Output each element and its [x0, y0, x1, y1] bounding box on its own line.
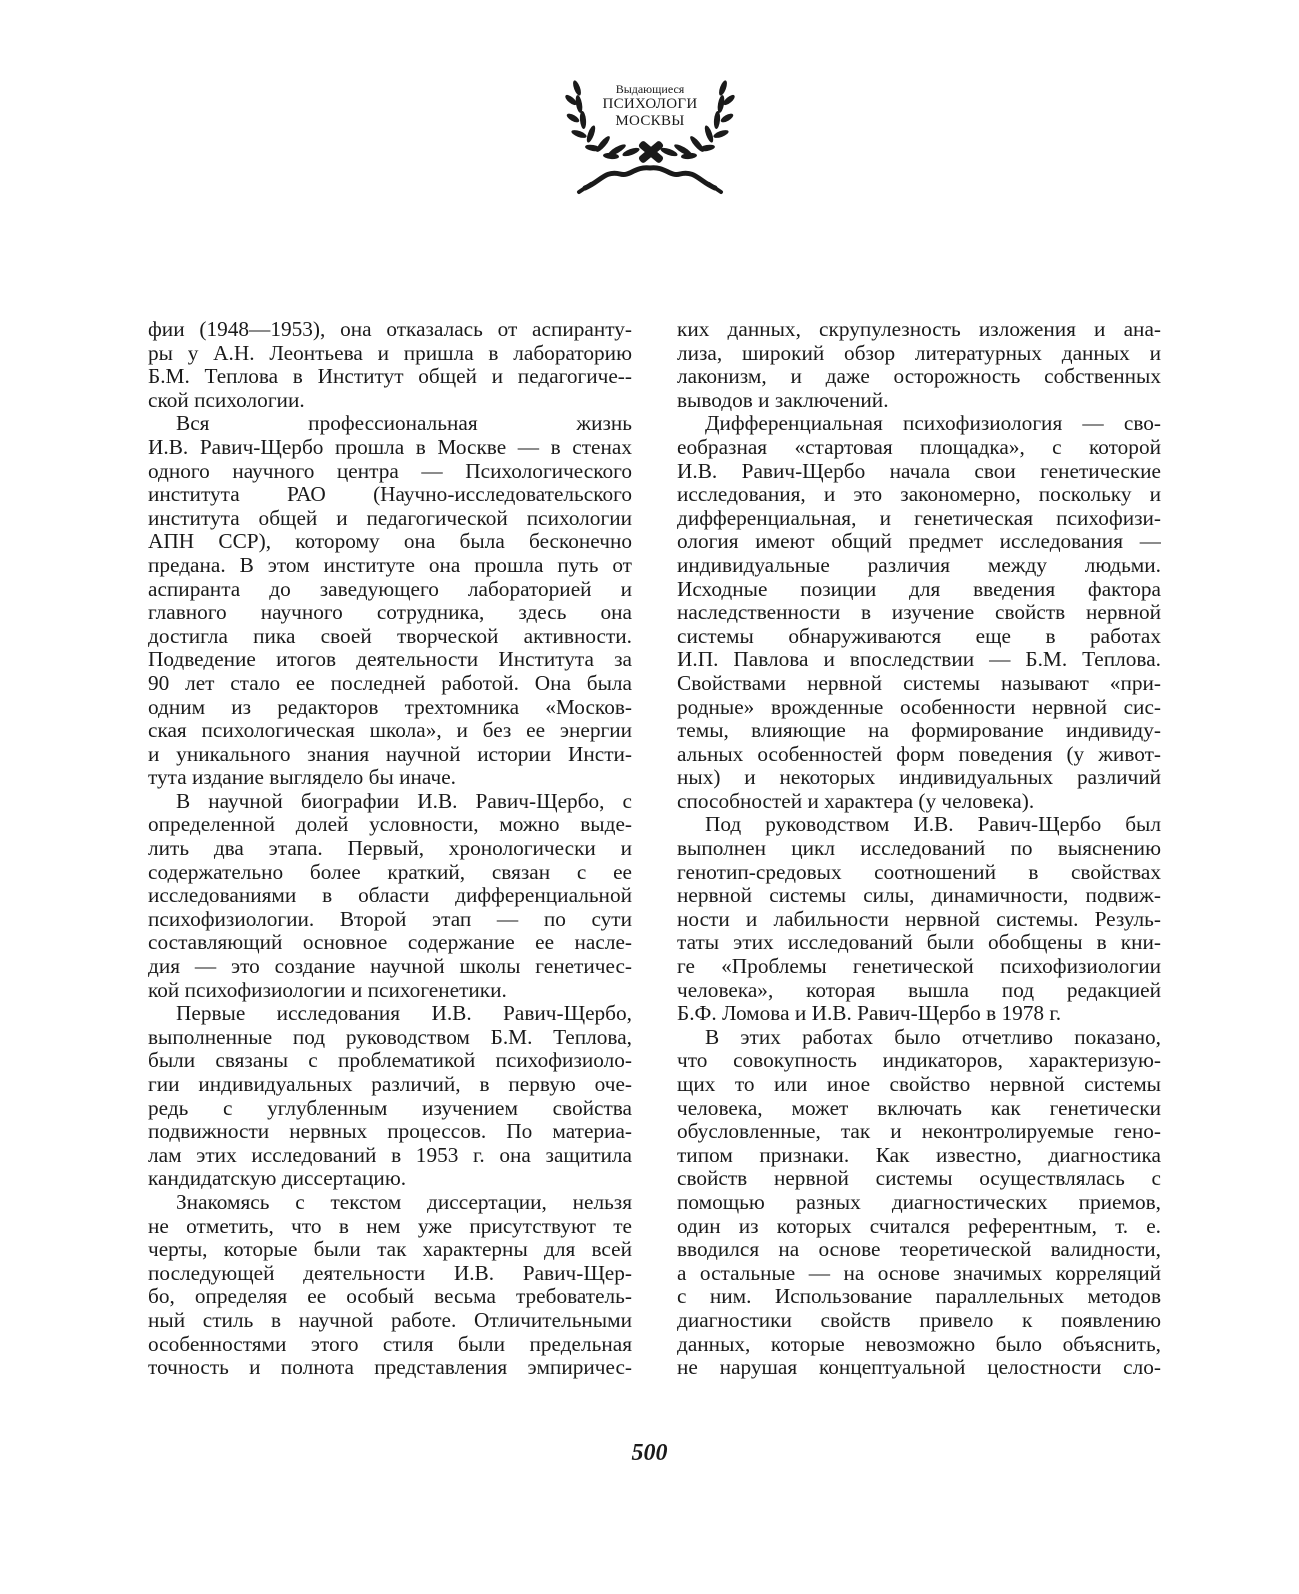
- text-line: АПН ССР), которому она была бесконечно: [148, 530, 632, 554]
- text-line: предана. В этом институте она прошла путь от: [148, 553, 632, 577]
- text-line: данных, которые невозможно было объяснить,: [677, 1332, 1161, 1356]
- emblem-line-3: МОСКВЫ: [615, 113, 685, 129]
- text-line: способностей и характера (у человека).: [677, 789, 1035, 813]
- text-line: редь с углубленным изучением свойства: [148, 1096, 632, 1120]
- text-line: с ним. Использование параллельных методов: [677, 1285, 1161, 1309]
- text-line: кандидатскую диссертацию.: [148, 1167, 407, 1191]
- text-line: Под руководством И.В. Равич-Щербо был: [705, 813, 1161, 837]
- text-line: ный стиль в научной работе. Отличительными: [148, 1308, 632, 1332]
- text-line: свойств нервной системы осуществлялась с: [677, 1167, 1161, 1191]
- page-number: 500: [631, 1440, 668, 1466]
- text-line: диагностики свойств привело к появлению: [677, 1308, 1161, 1332]
- text-line: и уникального знания научной истории Инсти-: [148, 742, 632, 766]
- text-line: И.П. Павлова и впоследствии — Б.М. Теплова.: [677, 648, 1161, 672]
- text-line: дия — это создание научной школы генетичес-: [148, 955, 632, 979]
- text-line: генотип-средовых соотношений в свойствах: [677, 860, 1161, 884]
- text-line: черты, которые были так характерны для всей: [148, 1238, 632, 1262]
- left-text-column: [148, 318, 632, 1380]
- text-line: ская психологическая школа», и без ее энергии: [148, 719, 632, 743]
- right-text-column: [677, 318, 1161, 1380]
- text-line: особенностями этого стиля были предельная: [148, 1332, 632, 1356]
- text-line: выполненные под руководством Б.М. Теплова,: [148, 1025, 632, 1049]
- text-line: Дифференциальная психофизиология — сво-: [705, 412, 1161, 436]
- text-line: Первые исследования И.В. Равич-Щербо,: [176, 1002, 632, 1026]
- text-line: ности и лабильности нервной системы. Резуль-: [677, 907, 1161, 931]
- text-line: исследования, и это закономерно, поскольку и: [677, 483, 1161, 507]
- text-line: последующей деятельности И.В. Равич-Щер-: [148, 1261, 632, 1285]
- text-line: ры у А.Н. Леонтьева и пришла в лабораторию: [148, 341, 632, 365]
- text-line: темы, влияющие на формирование индивиду-: [677, 719, 1161, 743]
- text-line: помощью разных диагностических приемов,: [677, 1190, 1161, 1214]
- text-line: лить два этапа. Первый, хронологически и: [148, 837, 632, 861]
- text-line: содержательно более краткий, связан с ее: [148, 860, 632, 884]
- text-line: типом признаки. Как известно, диагностика: [677, 1143, 1161, 1167]
- text-line: И.В. Равич-Щербо начала свои генетические: [677, 459, 1161, 483]
- text-line: аспиранта до заведующего лабораторией и: [148, 577, 632, 601]
- text-line: достигла пика своей творческой активности.: [148, 624, 632, 648]
- text-line: дифференциальная, и генетическая психофизи-: [677, 506, 1161, 530]
- text-line: а остальные — на основе значимых корреляций: [677, 1261, 1161, 1285]
- text-line: Б.М. Теплова в Институт общей и педагогиче--: [148, 365, 632, 389]
- text-line: подвижности нервных процессов. По материа-: [148, 1120, 632, 1144]
- text-line: главного научного сотрудника, здесь она: [148, 601, 632, 625]
- emblem-line-2: ПСИХОЛОГИ: [602, 96, 698, 112]
- text-line: не отметить, что в нем уже присутствуют те: [148, 1214, 632, 1238]
- text-line: ных) и некоторых индивидуальных различий: [677, 766, 1161, 790]
- text-line: одним из редакторов трехтомника «Москов-: [148, 695, 632, 719]
- text-line: не нарушая концептуальной целостности сло-: [677, 1356, 1161, 1380]
- text-line: одного научного центра — Психологического: [148, 459, 632, 483]
- text-line: института РАО (Научно-исследовательского: [148, 483, 632, 507]
- text-line: были связаны с проблематикой психофизиоло-: [148, 1049, 632, 1073]
- text-line: Свойствами нервной системы называют «при-: [677, 671, 1161, 695]
- text-line: лам этих исследований в 1953 г. она защитила: [148, 1143, 632, 1167]
- text-line: Исходные позиции для введения фактора: [677, 577, 1161, 601]
- text-line: тута издание выглядело бы иначе.: [148, 766, 456, 790]
- text-line: Подведение итогов деятельности Института за: [148, 648, 632, 672]
- text-line: системы обнаруживаются еще в работах: [677, 624, 1161, 648]
- text-line: 90 лет стало ее последней работой. Она была: [148, 671, 632, 695]
- text-line: еобразная «стартовая площадка», с которой: [677, 435, 1161, 459]
- text-line: психофизиологии. Второй этап — по сути: [148, 907, 632, 931]
- text-line: щих то или иное свойство нервной системы: [677, 1073, 1161, 1096]
- text-line: Знакомясь с текстом диссертации, нельзя: [176, 1190, 632, 1214]
- text-line: выводов и заключений.: [677, 388, 889, 412]
- text-line: ология имеют общий предмет исследования —: [677, 530, 1161, 554]
- text-line: ге «Проблемы генетической психофизиологии: [677, 955, 1161, 979]
- emblem-line-1: Выдающиеся: [615, 82, 685, 96]
- text-line: нервной системы силы, динамичности, подвиж-: [677, 884, 1161, 908]
- text-line: обусловленные, так и неконтролируемые гено-: [677, 1120, 1161, 1144]
- text-line: В этих работах было отчетливо показано,: [705, 1025, 1161, 1049]
- text-line: ких данных, скрупулезность изложения и ана-: [677, 318, 1161, 341]
- text-line: точность и полнота представления эмпиричес-: [148, 1356, 632, 1380]
- text-line: человека, может включать как генетически: [677, 1096, 1161, 1120]
- text-line: исследованиями в области дифференциальной: [148, 884, 632, 908]
- text-line: определенной долей условности, можно выде-: [148, 813, 632, 837]
- text-line: института общей и педагогической психологии: [148, 506, 632, 530]
- text-line: И.В. Равич-Щербо прошла в Москве — в стенах: [148, 435, 632, 459]
- text-line: составляющий основное содержание ее насле-: [148, 931, 632, 955]
- text-line: вводился на основе теоретической валидности,: [677, 1238, 1161, 1262]
- text-line: индивидуальные различия между людьми.: [677, 553, 1161, 577]
- text-line: таты этих исследований были обобщены в кни-: [677, 931, 1161, 955]
- text-line: один из которых считался референтным, т. е.: [677, 1214, 1161, 1238]
- text-line: родные» врожденные особенности нервной сис-: [677, 695, 1161, 719]
- text-line: лаконизм, и даже осторожность собственных: [677, 365, 1161, 389]
- text-line: что совокупность индикаторов, характеризую-: [677, 1049, 1161, 1073]
- text-line: альных особенностей форм поведения (у живот-: [677, 742, 1161, 766]
- text-line: лиза, широкий обзор литературных данных и: [677, 341, 1161, 365]
- text-line: кой психофизиологии и психогенетики.: [148, 978, 507, 1002]
- series-emblem: [565, 70, 735, 200]
- text-line: человека», которая вышла под редакцией: [677, 978, 1161, 1002]
- text-line: гии индивидуальных различий, в первую оче-: [148, 1073, 632, 1096]
- text-line: ской психологии.: [148, 388, 305, 412]
- text-line: бо, определяя ее особый весьма требователь-: [148, 1285, 632, 1309]
- text-line: Вся профессиональная жизнь: [176, 412, 632, 436]
- text-line: В научной биографии И.В. Равич-Щербо, с: [176, 789, 632, 813]
- emblem-title: [565, 82, 735, 130]
- text-line: Б.Ф. Ломова и И.В. Равич-Щербо в 1978 г.: [677, 1002, 1062, 1026]
- text-line: фии (1948—1953), она отказалась от аспиранту-: [148, 318, 632, 341]
- text-line: выполнен цикл исследований по выяснению: [677, 837, 1161, 861]
- text-line: наследственности в изучение свойств нервной: [677, 601, 1161, 625]
